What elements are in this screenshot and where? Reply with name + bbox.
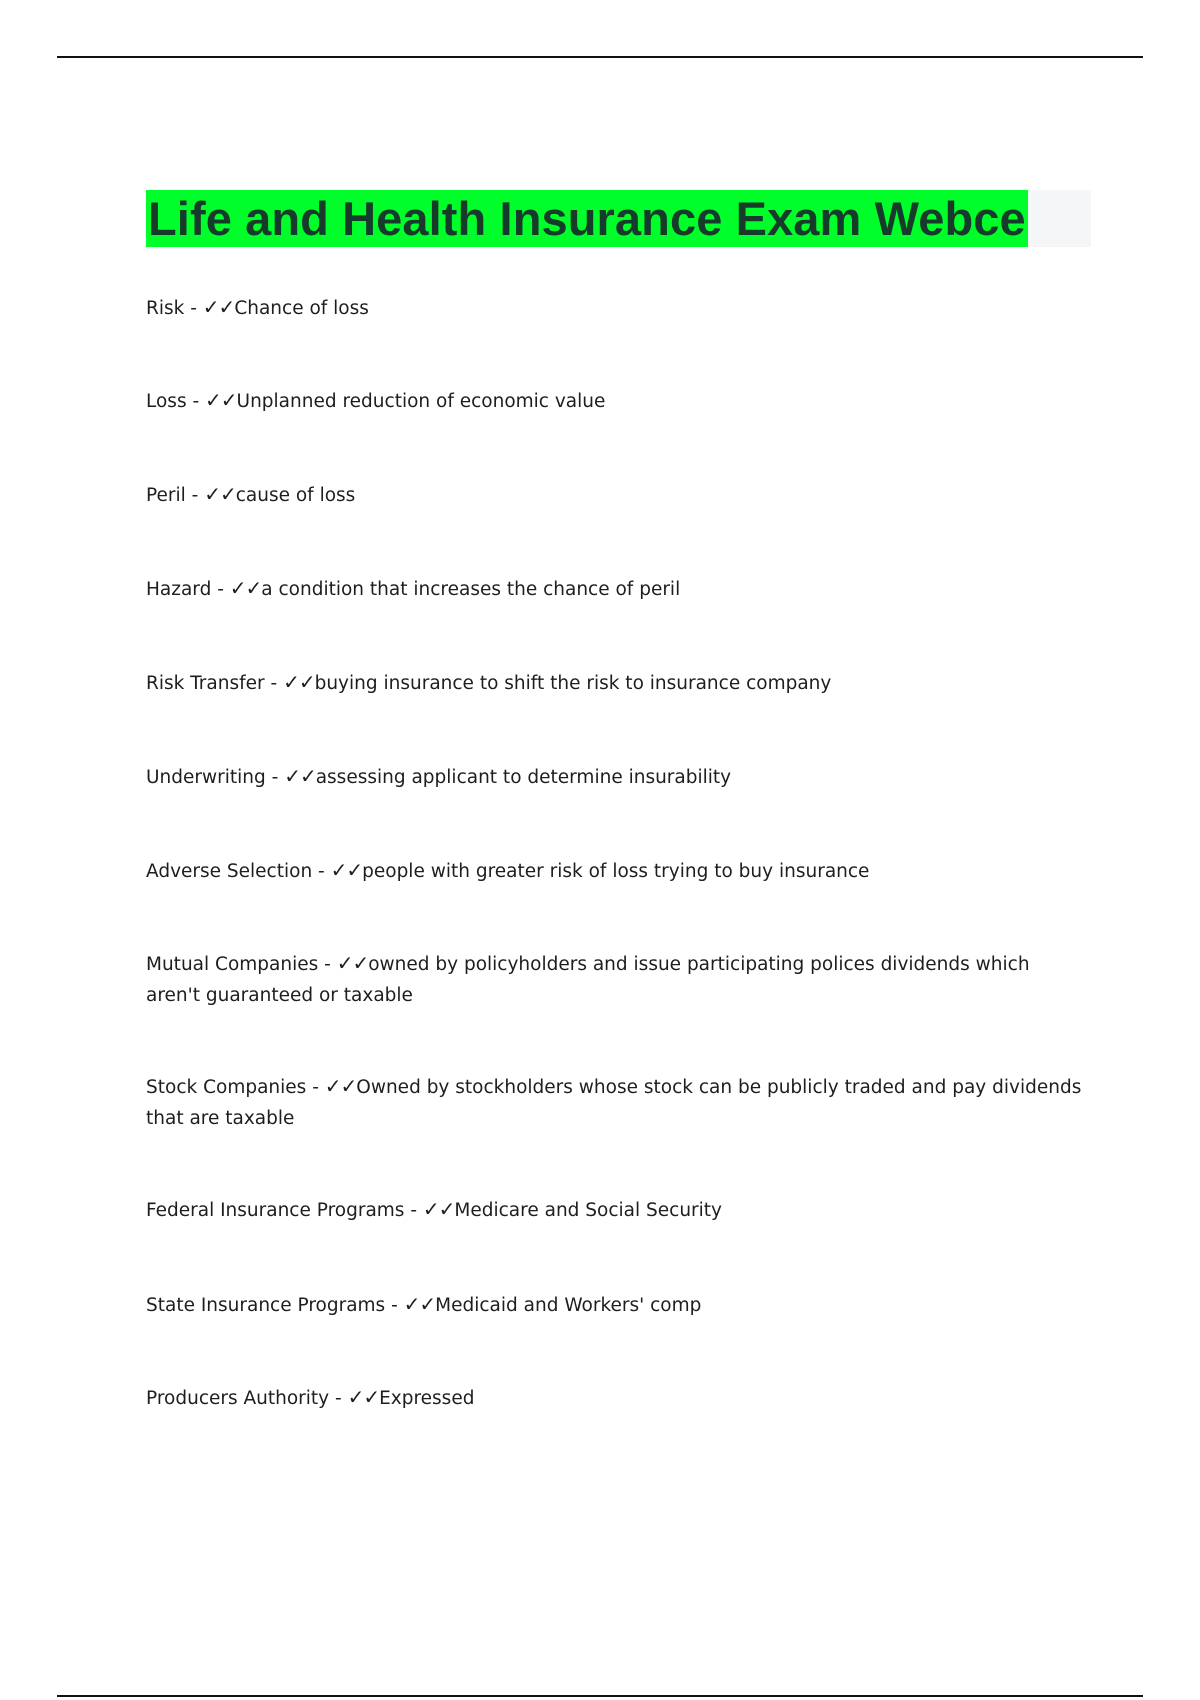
entry-definition: owned by policyholders and issue participating polices dividends which aren't guaranteed or taxable (146, 954, 1030, 1006)
list-item (146, 948, 1086, 1011)
double-check-icon: ✓✓ (229, 576, 262, 600)
entry-term: Risk Transfer (146, 673, 265, 694)
entry-separator: - (264, 673, 284, 694)
entry-term: Adverse Selection (146, 861, 313, 882)
entry-separator: - (184, 298, 203, 319)
entry-definition: Medicare and Social Security (454, 1200, 722, 1221)
double-check-icon: ✓✓ (347, 1385, 380, 1409)
double-check-icon: ✓✓ (336, 951, 369, 975)
entry-term: Loss (146, 391, 187, 412)
entry-term: Producers Authority (146, 1388, 330, 1409)
top-rule (57, 56, 1143, 58)
entry-separator: - (186, 391, 206, 412)
entry-definition: buying insurance to shift the risk to insurance company (314, 673, 832, 694)
entry-term: Peril (146, 485, 186, 506)
entry-term: Stock Companies (146, 1077, 307, 1098)
entry-separator: - (385, 1295, 404, 1316)
entry-separator: - (211, 579, 230, 600)
entry-term: Federal Insurance Programs (146, 1200, 405, 1221)
entry-definition: Chance of loss (234, 298, 369, 319)
entry-definition: assessing applicant to determine insurability (315, 767, 732, 788)
double-check-icon: ✓✓ (422, 1197, 455, 1221)
entry-term: Risk (146, 298, 185, 319)
document-title: Life and Health Insurance Exam Webce (148, 192, 1026, 245)
entry-term: Underwriting (146, 767, 266, 788)
list-item (146, 479, 1086, 511)
entry-definition: Owned by stockholders whose stock can be publicly traded and pay dividends that are taxable (146, 1077, 1082, 1129)
entry-separator: - (265, 767, 285, 788)
entry-definition: Expressed (379, 1388, 475, 1409)
double-check-icon: ✓✓ (324, 1074, 357, 1098)
list-item (146, 1289, 1086, 1321)
list-item (146, 1194, 1086, 1226)
entry-separator: - (185, 485, 205, 506)
entry-separator: - (306, 1077, 325, 1098)
entry-definition: people with greater risk of loss trying to buy insurance (362, 861, 870, 882)
list-item (146, 855, 1086, 887)
double-check-icon: ✓✓ (403, 1292, 436, 1316)
entry-definition: a condition that increases the chance of peril (261, 579, 681, 600)
double-check-icon: ✓✓ (330, 858, 363, 882)
double-check-icon: ✓✓ (204, 482, 236, 506)
list-item (146, 761, 1086, 793)
bottom-rule (57, 1695, 1143, 1697)
entry-term: Hazard (146, 579, 212, 600)
list-item (146, 1382, 1086, 1414)
entry-definition: Unplanned reduction of economic value (236, 391, 606, 412)
list-item (146, 1071, 1086, 1134)
entry-definition: cause of loss (235, 485, 356, 506)
entry-separator: - (404, 1200, 423, 1221)
double-check-icon: ✓✓ (284, 764, 316, 788)
double-check-icon: ✓✓ (205, 388, 237, 412)
entry-term: Mutual Companies (146, 954, 319, 975)
entry-separator: - (312, 861, 331, 882)
entry-definition: Medicaid and Workers' comp (435, 1295, 702, 1316)
entry-separator: - (318, 954, 337, 975)
double-check-icon: ✓✓ (202, 295, 235, 319)
entry-term: State Insurance Programs (146, 1295, 386, 1316)
list-item (146, 573, 1086, 605)
list-item (146, 292, 1086, 324)
entry-separator: - (329, 1388, 348, 1409)
list-item (146, 667, 1086, 699)
list-item (146, 385, 1086, 417)
double-check-icon: ✓✓ (283, 670, 315, 694)
